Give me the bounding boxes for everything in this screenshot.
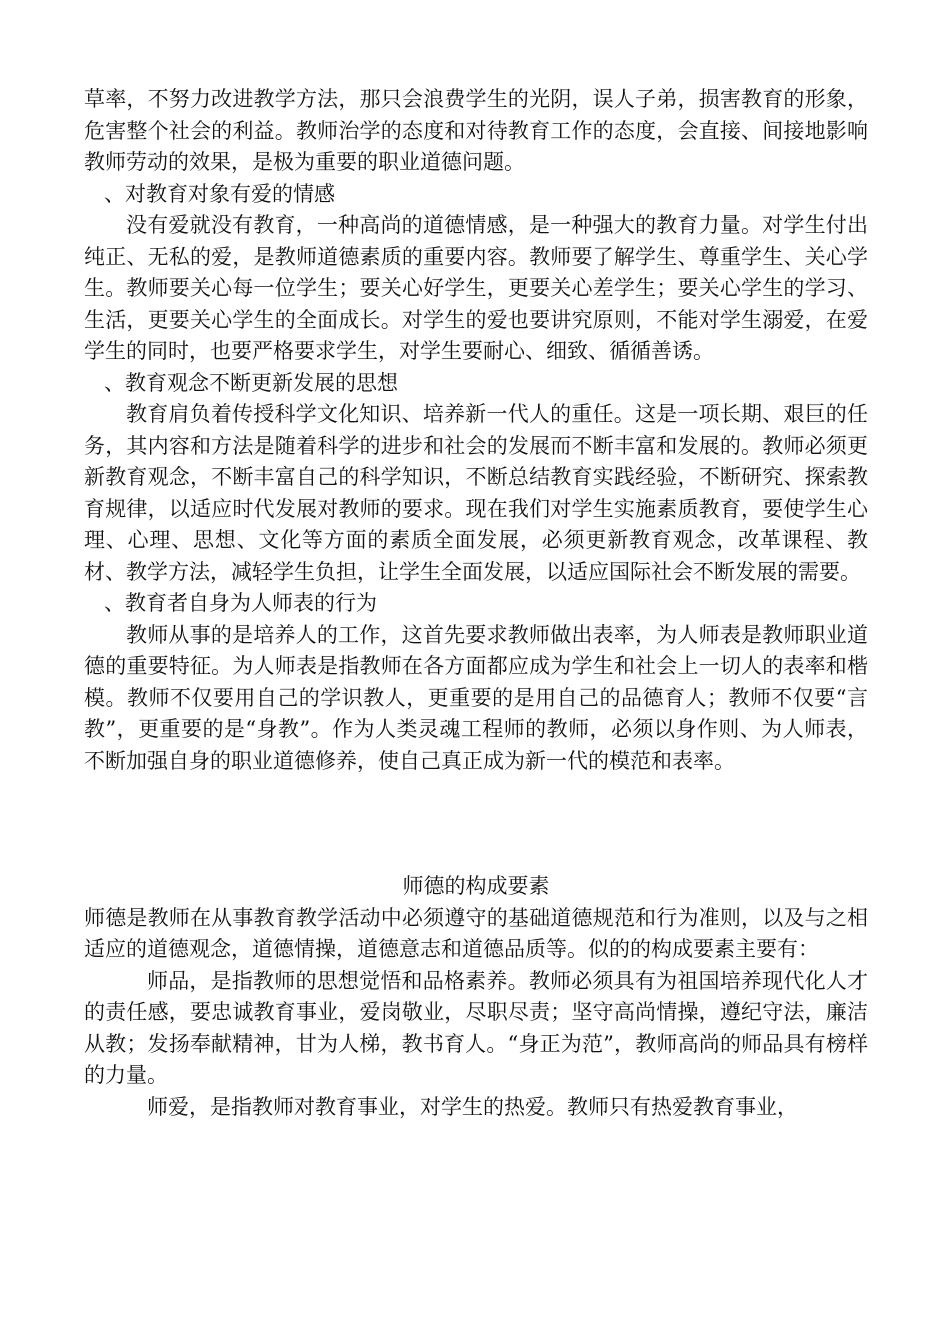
text-paragraph: 师爱，是指教师对教育事业，对学生的热爱。教师只有热爱教育事业， <box>147 1094 798 1119</box>
section-title: 师德的构成要素 <box>402 874 550 898</box>
section-heading-role-model: 、教育者自身为人师表的行为 <box>104 591 377 615</box>
blank-space <box>84 777 868 871</box>
section-heading-concepts: 、教育观念不断更新发展的思想 <box>104 370 398 395</box>
text-paragraph: 教育肩负着传授科学文化知识、培养新一代人的重任。这是一项长期、艰巨的任务，其内容和方法是随着科学的进步和社会的发展而不断丰富和发展的。教师必须更新教育观念，不断丰富自己的科学知识，不断总结教育实践经验，不断研究、探索教育规律，以适应时代发展对教师的要求。现在我们对学生实施素质教育，要使学生心理、心理、思想、文化等方面的素质全面发展，必须更新教育观念，改革课程、教材、教学方法，减轻学生负担，让学生全面发展，以适应国际社会不断发展的需要。 <box>84 402 868 584</box>
section-heading-love: 、对教育对象有爱的情感 <box>104 181 335 206</box>
text-paragraph: 师德是教师在从事教育教学活动中必须遵守的基础道德规范和行为准则，以及与之相适应的道德观念，道德情操，道德意志和道德品质等。似的的构成要素主要有： <box>84 905 868 961</box>
text-paragraph: 师品，是指教师的思想觉悟和品格素养。教师必须具有为祖国培养现代化人才的责任感，要忠诚教育事业，爱岗敬业，尽职尽责；坚守高尚情操，遵纪守法，廉洁从教；发扬奉献精神，甘为人梯，教书育人。“身正为范”，教师高尚的师品具有榜样的力量。 <box>84 968 868 1087</box>
text-paragraph: 教师从事的是培养人的工作，这首先要求教师做出表率，为人师表是教师职业道德的重要特征。为人师表是指教师在各方面都应成为学生和社会上一切人的表率和楷模。教师不仅要用自己的学识教人，更重要的是用自己的品德育人；教师不仅要“言教”，更重要的是“身教”。作为人类灵魂工程师的教师，必须以身作则、为人师表，不断加强自身的职业道德修养，使自己真正成为新一代的模范和表率。 <box>84 622 868 773</box>
text-paragraph: 没有爱就没有教育，一种高尚的道德情感，是一种强大的教育力量。对学生付出纯正、无私的爱，是教师道德素质的重要内容。教师要了解学生、尊重学生、关心学生。教师要关心每一位学生；要关心好学生，更要关心差学生；要关心学生的学习、生活，更要关心学生的全面成长。对学生的爱也要讲究原则，不能对学生溺爱，在爱学生的同时，也要严格要求学生，对学生要耐心、细致、循循善诱。 <box>84 213 868 363</box>
text-paragraph: 草率，不努力改进教学方法，那只会浪费学生的光阴，误人子弟，损害教育的形象，危害整个社会的利益。教师治学的态度和对待教育工作的态度，会直接、间接地影响教师劳动的效果，是极为重要的职业道德问题。 <box>84 87 868 174</box>
